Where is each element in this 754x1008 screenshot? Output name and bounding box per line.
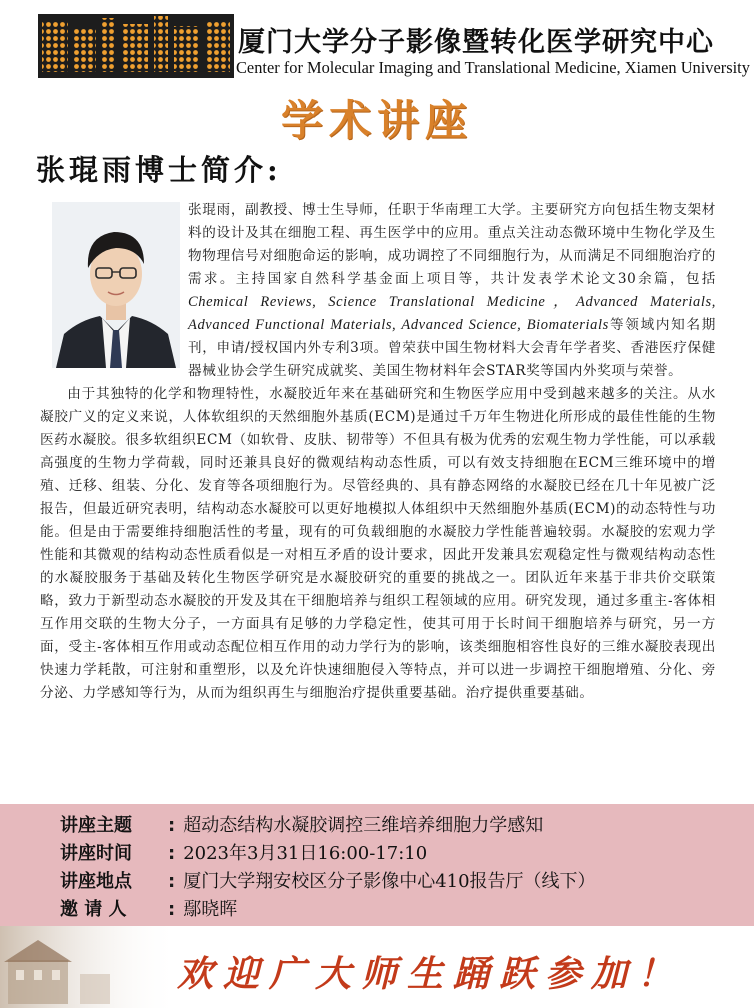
bio-intro-part-1: 张琨雨，副教授、博士生导师，任职于华南理工大学。主要研究方向包括生物支架材料的设计及其在细胞工程、再生医学中的应用。重点关注动态微环境中生物化学及生物物理信号对细胞命运的影响，成功调控了不同细胞行为，从而满足不同细胞治疗的需求。主持国家自然科学基金面上项目等，共计发表学术论文30余篇，包括 [188, 202, 716, 287]
colon: : [168, 843, 176, 864]
event-title: 学术讲座 [280, 96, 473, 145]
time-value: 2023年3月31日16:00-17:10 [183, 843, 428, 864]
lecture-host-row [60, 896, 237, 923]
lecture-info-panel [0, 804, 754, 926]
topic-value: 超动态结构水凝胶调控三维培养细胞力学感知 [183, 815, 544, 836]
lecture-time-row [60, 840, 427, 867]
org-name-cn: 厦门大学分子影像暨转化医学研究中心 [238, 27, 714, 58]
header [0, 0, 754, 92]
colon: : [168, 815, 176, 836]
lecture-location-row [60, 868, 596, 895]
center-logo-icon [38, 14, 234, 78]
host-label: 邀 请 人 [60, 899, 127, 920]
topic-label: 讲座主题 [60, 815, 132, 836]
speaker-heading: 张琨雨博士简介: [36, 153, 282, 187]
lecture-topic-row [60, 812, 543, 839]
colon: : [168, 871, 176, 892]
location-value: 厦门大学翔安校区分子影像中心410报告厅（线下） [183, 871, 596, 892]
footer [0, 926, 754, 1008]
speaker-bio [40, 199, 716, 705]
host-value: 鄢晓晖 [183, 899, 238, 920]
time-label: 讲座时间 [60, 843, 132, 864]
bio-journals: Chemical Reviews, Science Translational Medicine，Advanced Materials, Advanced Functional Materials, Advanced Science, Biomaterials [188, 294, 716, 333]
org-name-en: Center for Molecular Imaging and Translational Medicine, Xiamen University [236, 58, 750, 77]
welcome-slogan: 欢迎广大师生踊跃参加！ [176, 953, 683, 995]
photo-spacer [40, 199, 188, 379]
bio-intro-part-2: 等领域内知名期刊，申请/授权国内外专利3项。曾荣获中国生物材料大会青年学者奖、香港医疗保健器械业协会学生研究成就奖、美国生物材料年会STAR奖等国内外奖项与荣誉。 [188, 317, 716, 379]
location-label: 讲座地点 [60, 871, 132, 892]
colon: : [168, 899, 176, 920]
bio-research: 由于其独特的化学和物理特性，水凝胶近年来在基础研究和生物医学应用中受到越来越多的关注。从水凝胶广义的定义来说，人体软组织的天然细胞外基质(ECM)是通过千万年生物进化所形成的最佳性能的生物医药水凝胶。很多软组织ECM（如软骨、皮肤、韧带等）不但具有极为优秀的宏观生物力学性能，可以承载高强度的生物力学荷载，同时还兼具良好的微观结构动态性质，可以有效支持细胞在ECM三维环境中的增殖、迁移、组装、分化、发育等各项细胞行为。尽管经典的、具有静态网络的水凝胶已经在几十年见被广泛报告，但最近研究表明，结构动态水凝胶可以更好地模拟人体组织中天然细胞外基质(ECM)的动态特性与功能。但是由于需要维持细胞活性的考量，现有的可负载细胞的水凝胶力学性能普遍较弱。水凝胶的宏观力学性能和其微观的结构动态性质看似是一对相互矛盾的设计要求，因此开发兼具宏观稳定性与微观结构动态性的水凝胶服务于基础及转化生物医学研究是水凝胶研究的重要的挑战之一。团队近年来基于非共价交联策略，致力于新型动态水凝胶的开发及其在干细胞培养与组织工程领域的应用。研究发现，通过多重主-客体相互作用交联的生物大分子，一方面具有足够的力学稳定性，使其可用于长时间干细胞培养与研究，另一方面，受主-客体相互作用或动态配位相互作用的动力学行为的影响，该类细胞相容性良好的三维水凝胶表现出快速力学耗散，可注射和重塑形，以及允许快速细胞侵入等特点，并可以进一步调控干细胞增殖、分化、旁分泌、力学感知等行为，从而为组织再生与细胞治疗提供重要基础。治疗提供重要基础。 [40, 386, 716, 701]
